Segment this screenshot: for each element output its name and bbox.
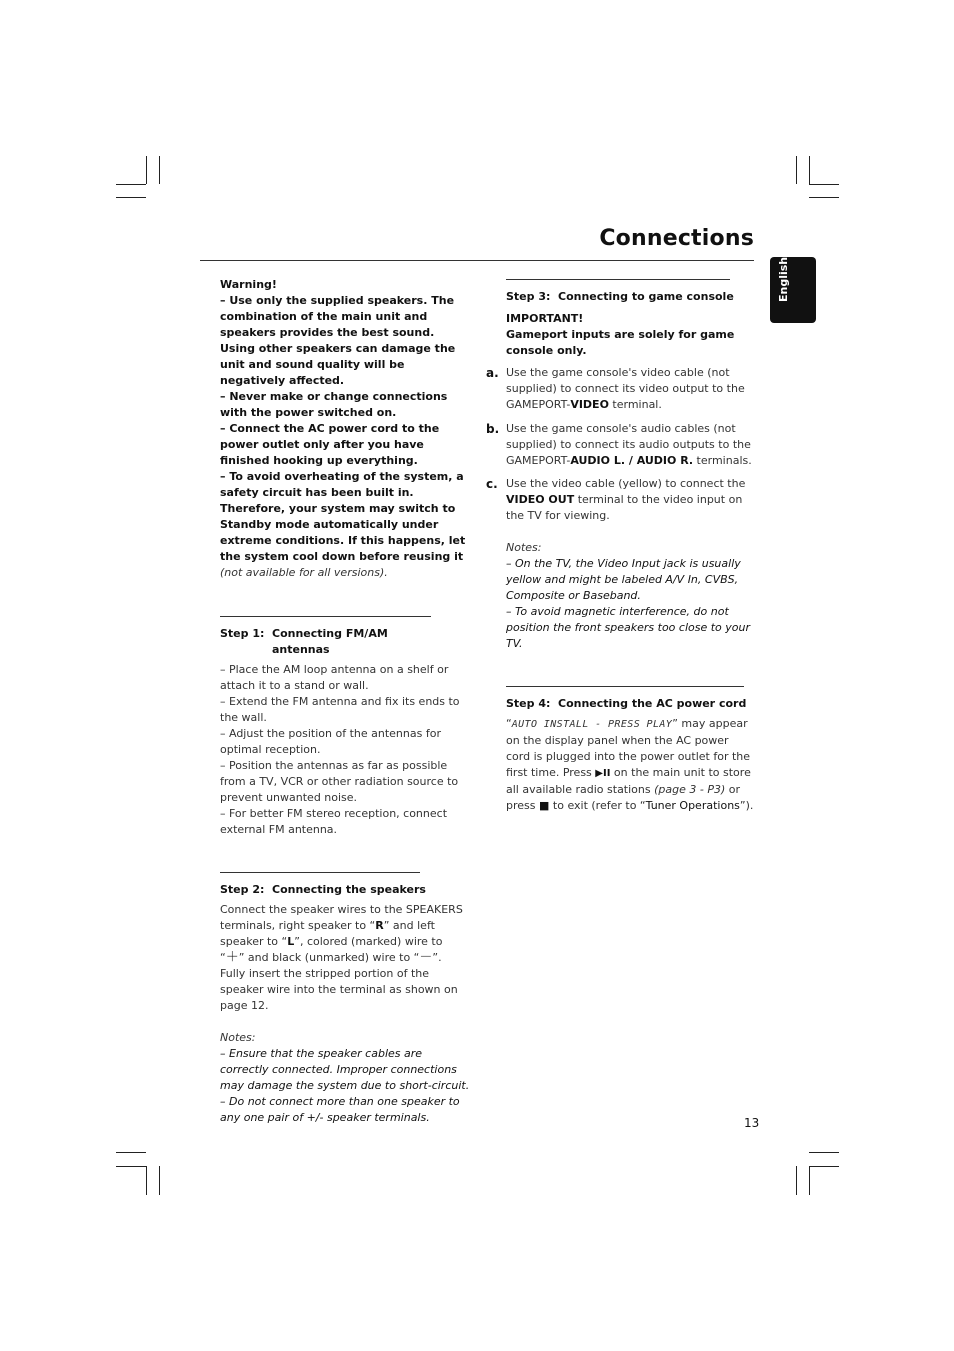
text: terminals.	[693, 454, 752, 467]
text: ” and black (unmarked) wire to “	[238, 951, 420, 964]
crop-mark	[809, 197, 839, 198]
warning-item-text: – To avoid overheating of the system, a safety circuit has been built in. Therefore, your system may switch to Standby mode automatically under extreme conditions. If this happens, let the system cool down before reusing it	[220, 470, 466, 563]
terminal-l: L	[287, 935, 295, 948]
warning-item: – Never make or change connections with the power switched on.	[220, 390, 448, 419]
section-reference: Tuner Operations	[645, 799, 740, 812]
step-rule	[506, 686, 744, 687]
crop-mark	[146, 1166, 147, 1195]
text: to exit (refer to “	[549, 799, 646, 812]
list-item: – Position the antennas as far as possible from a TV, VCR or other radiation source to prevent unwanted noise.	[220, 759, 459, 804]
title-rule	[200, 260, 754, 261]
note: – Ensure that the speaker cables are correctly connected. Improper connections may damage the system due to short-circuit.	[220, 1047, 470, 1092]
step-number: Step 1:	[220, 627, 265, 640]
crop-mark	[116, 1152, 146, 1153]
terminal-r: R	[375, 919, 384, 932]
right-column	[486, 279, 756, 814]
list-item: – Adjust the position of the antennas for optimal reception.	[220, 727, 441, 756]
important-text: Gameport inputs are solely for game console only.	[506, 328, 735, 357]
text: ”. Fully insert the stripped portion of the speaker wire into the terminal as shown on page 12.	[220, 951, 458, 1012]
text: ”, colored (marked) wire to “	[220, 935, 443, 964]
crop-mark	[809, 1166, 839, 1167]
terminal-name: VIDEO	[570, 398, 609, 411]
language-tab-label: English	[777, 256, 790, 302]
list-item	[486, 421, 756, 469]
terminal-name: AUDIO L. / AUDIO R.	[570, 454, 694, 467]
step4-heading	[506, 696, 756, 712]
page-reference: (page 3 - P3)	[654, 783, 726, 796]
list-item: – Extend the FM antenna and fix its ends to the wall.	[220, 695, 460, 724]
notes-label: Notes:	[220, 1031, 256, 1044]
crop-mark	[159, 156, 160, 184]
crop-mark	[116, 197, 146, 198]
text: Use the game console's video cable (not supplied) to connect its video output to the GAMEPORT-	[506, 366, 745, 411]
text: ” may appear on the display panel when the AC power cord is plugged into the power outlet for the first time. Press	[506, 717, 751, 779]
plus-symbol: ＋	[225, 950, 239, 965]
text: “	[506, 717, 512, 730]
text: Connect the speaker wires to the SPEAKERS terminals, right speaker to “	[220, 903, 463, 932]
crop-mark	[796, 1166, 797, 1195]
crop-mark	[116, 184, 146, 185]
notes-label: Notes:	[506, 541, 542, 554]
list-item	[486, 365, 756, 413]
step-title: Connecting the speakers	[272, 883, 426, 896]
text: Use the game console's audio cables (not supplied) to connect its audio outputs to the GAMEPORT-	[506, 422, 751, 467]
list-item: – For better FM stereo reception, connect external FM antenna.	[220, 807, 448, 836]
crop-mark	[146, 156, 147, 184]
note: – On the TV, the Video Input jack is usually yellow and might be labeled A/V In, CVBS, Composite or Baseband.	[506, 557, 741, 602]
step4-body	[506, 716, 756, 814]
page-title: Connections	[599, 226, 754, 251]
display-text: AUTO INSTALL - PRESS PLAY	[511, 719, 673, 730]
warning-heading: Warning!	[220, 278, 277, 291]
step-number: Step 4:	[506, 697, 551, 710]
text: Use the video cable (yellow) to connect the	[506, 477, 746, 490]
note: – Do not connect more than one speaker to any one pair of +/- speaker terminals.	[220, 1095, 460, 1124]
text: or press	[506, 783, 741, 812]
item-label: b.	[486, 422, 500, 436]
step-number: Step 3:	[506, 290, 551, 303]
page-number: 13	[744, 1116, 760, 1130]
list-item	[486, 476, 756, 524]
item-label: c.	[486, 477, 498, 491]
step-rule	[220, 872, 420, 873]
warning-item: – Connect the AC power cord to the power outlet only after you have finished hooking up everything.	[220, 422, 440, 467]
play-pause-icon: ▶II	[595, 768, 611, 779]
step1-heading	[220, 626, 470, 658]
step3-heading	[506, 289, 756, 305]
step-number: Step 2:	[220, 883, 265, 896]
crop-mark	[809, 1152, 839, 1153]
step2-heading	[220, 882, 470, 898]
warning-item: – Use only the supplied speakers. The combination of the main unit and speakers provides the best sound. Using other speakers can damage the unit and sound quality will be negatively affected.	[220, 294, 456, 387]
crop-mark	[116, 1166, 146, 1167]
step-rule	[220, 616, 431, 617]
minus-symbol: －	[419, 950, 433, 965]
warning-section	[220, 277, 470, 581]
step2-body	[220, 902, 470, 1014]
crop-mark	[809, 156, 810, 184]
step-rule	[506, 279, 730, 280]
text: terminal to the video input on the TV for viewing.	[506, 493, 743, 522]
crop-mark	[809, 184, 839, 185]
left-column	[220, 277, 470, 1126]
step-title: Connecting FM/AM antennas	[272, 627, 388, 656]
text: on the main unit to store all available radio stations	[506, 766, 751, 796]
warning-item-note: (not available for all versions).	[220, 566, 388, 579]
step-title: Connecting to game console	[558, 290, 734, 303]
crop-mark	[159, 1166, 160, 1195]
important-heading: IMPORTANT!	[506, 312, 584, 325]
text: ” and left speaker to “	[220, 919, 435, 948]
list-item: – Place the AM loop antenna on a shelf or attach it to a stand or wall.	[220, 663, 449, 692]
terminal-name: VIDEO OUT	[506, 493, 575, 506]
crop-mark	[809, 1166, 810, 1195]
step-title: Connecting the AC power cord	[558, 697, 747, 710]
item-label: a.	[486, 366, 499, 380]
note: – To avoid magnetic interference, do not position the front speakers too close to your TV.	[506, 605, 751, 650]
warning-item	[220, 469, 470, 581]
text: ”).	[739, 799, 754, 812]
stop-icon: ■	[539, 799, 550, 812]
text: terminal.	[608, 398, 662, 411]
crop-mark	[796, 156, 797, 184]
